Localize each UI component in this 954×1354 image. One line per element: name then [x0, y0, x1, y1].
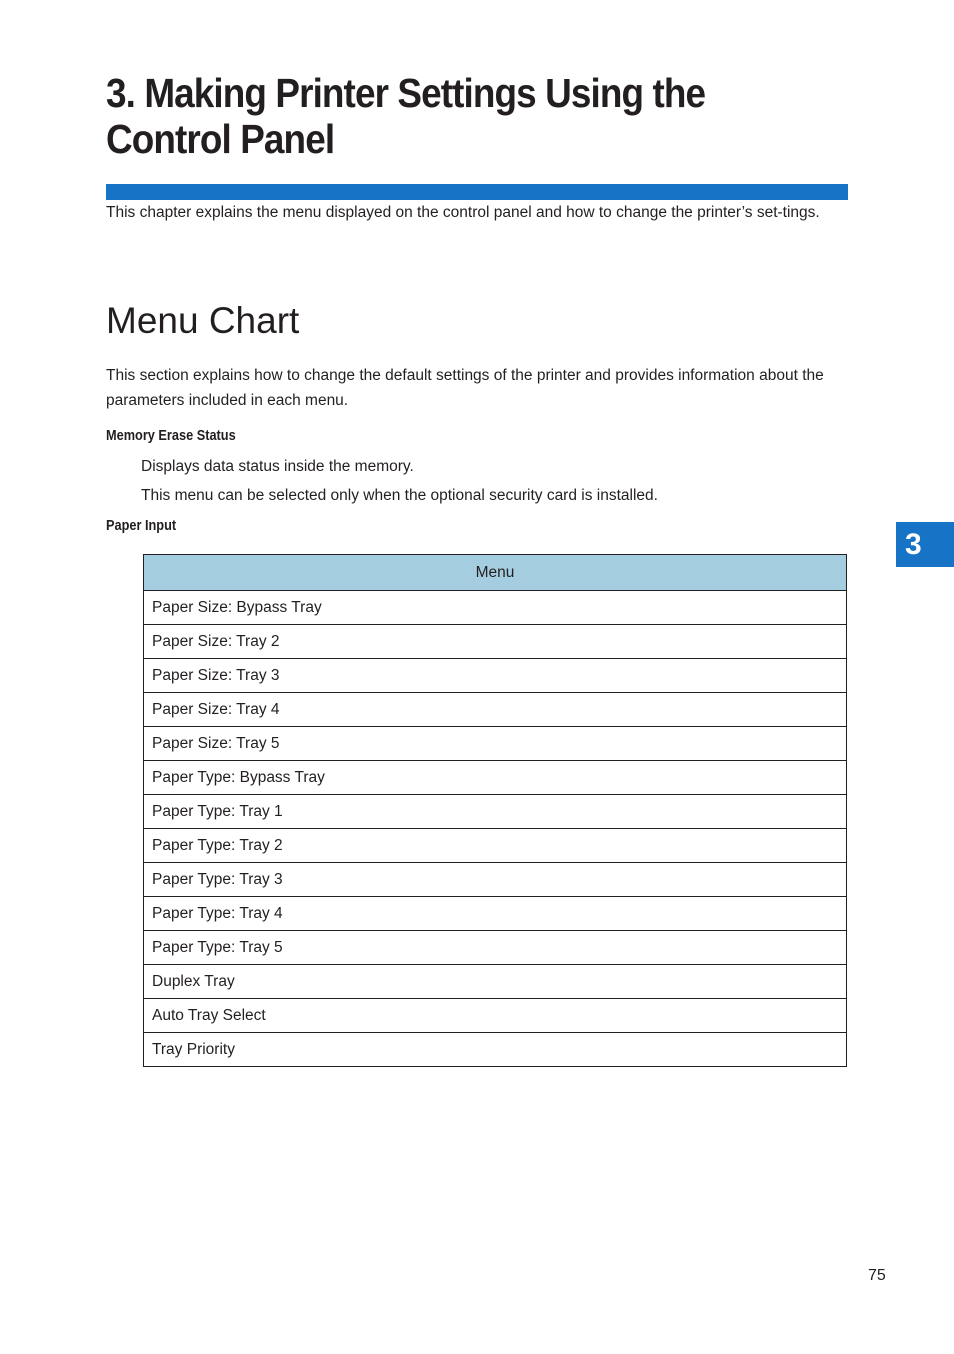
table-row [144, 829, 847, 863]
table-row [144, 1033, 847, 1067]
table-cell: Paper Type: Tray 5 [144, 931, 847, 965]
chapter-title: 3. Making Printer Settings Using the Control Panel [106, 70, 706, 162]
section-intro: This section explains how to change the default settings of the printer and provides information about the parameters included in each menu. [106, 367, 824, 409]
chapter-tab-number: 3 [905, 528, 922, 561]
table-cell: Tray Priority [144, 1033, 847, 1067]
table-cell: Paper Type: Bypass Tray [144, 761, 847, 795]
table-header-menu: Menu [144, 555, 847, 591]
table-row [144, 795, 847, 829]
table-row [144, 863, 847, 897]
table-cell: Paper Type: Tray 2 [144, 829, 847, 863]
table-row [144, 965, 847, 999]
table-row [144, 693, 847, 727]
table-cell: Paper Size: Tray 3 [144, 659, 847, 693]
table-cell: Paper Type: Tray 3 [144, 863, 847, 897]
chapter-title-bar [106, 184, 848, 200]
table-header-row [144, 555, 847, 591]
table-cell: Paper Size: Tray 2 [144, 625, 847, 659]
table-cell: Paper Type: Tray 1 [144, 795, 847, 829]
table-row [144, 659, 847, 693]
memory-erase-note: This menu can be selected only when the optional security card is installed. [141, 487, 658, 504]
section-title: Menu Chart [106, 300, 300, 341]
memory-erase-description: Displays data status inside the memory. [141, 458, 414, 475]
table-cell: Duplex Tray [144, 965, 847, 999]
table-row [144, 761, 847, 795]
table-cell: Paper Size: Tray 4 [144, 693, 847, 727]
table-cell: Paper Type: Tray 4 [144, 897, 847, 931]
chapter-tab [896, 522, 954, 567]
paper-input-heading: Paper Input [106, 517, 177, 534]
paper-input-menu-table [143, 554, 847, 1067]
table-cell: Paper Size: Tray 5 [144, 727, 847, 761]
table-row [144, 897, 847, 931]
page-number: 75 [868, 1267, 886, 1284]
memory-erase-heading: Memory Erase Status [106, 427, 236, 444]
table-row [144, 931, 847, 965]
chapter-intro: This chapter explains the menu displayed on the control panel and how to change the printer’s set-tings. [106, 204, 820, 221]
table-row [144, 591, 847, 625]
table-row [144, 999, 847, 1033]
table-row [144, 727, 847, 761]
table-cell: Auto Tray Select [144, 999, 847, 1033]
table-cell: Paper Size: Bypass Tray [144, 591, 847, 625]
table-row [144, 625, 847, 659]
